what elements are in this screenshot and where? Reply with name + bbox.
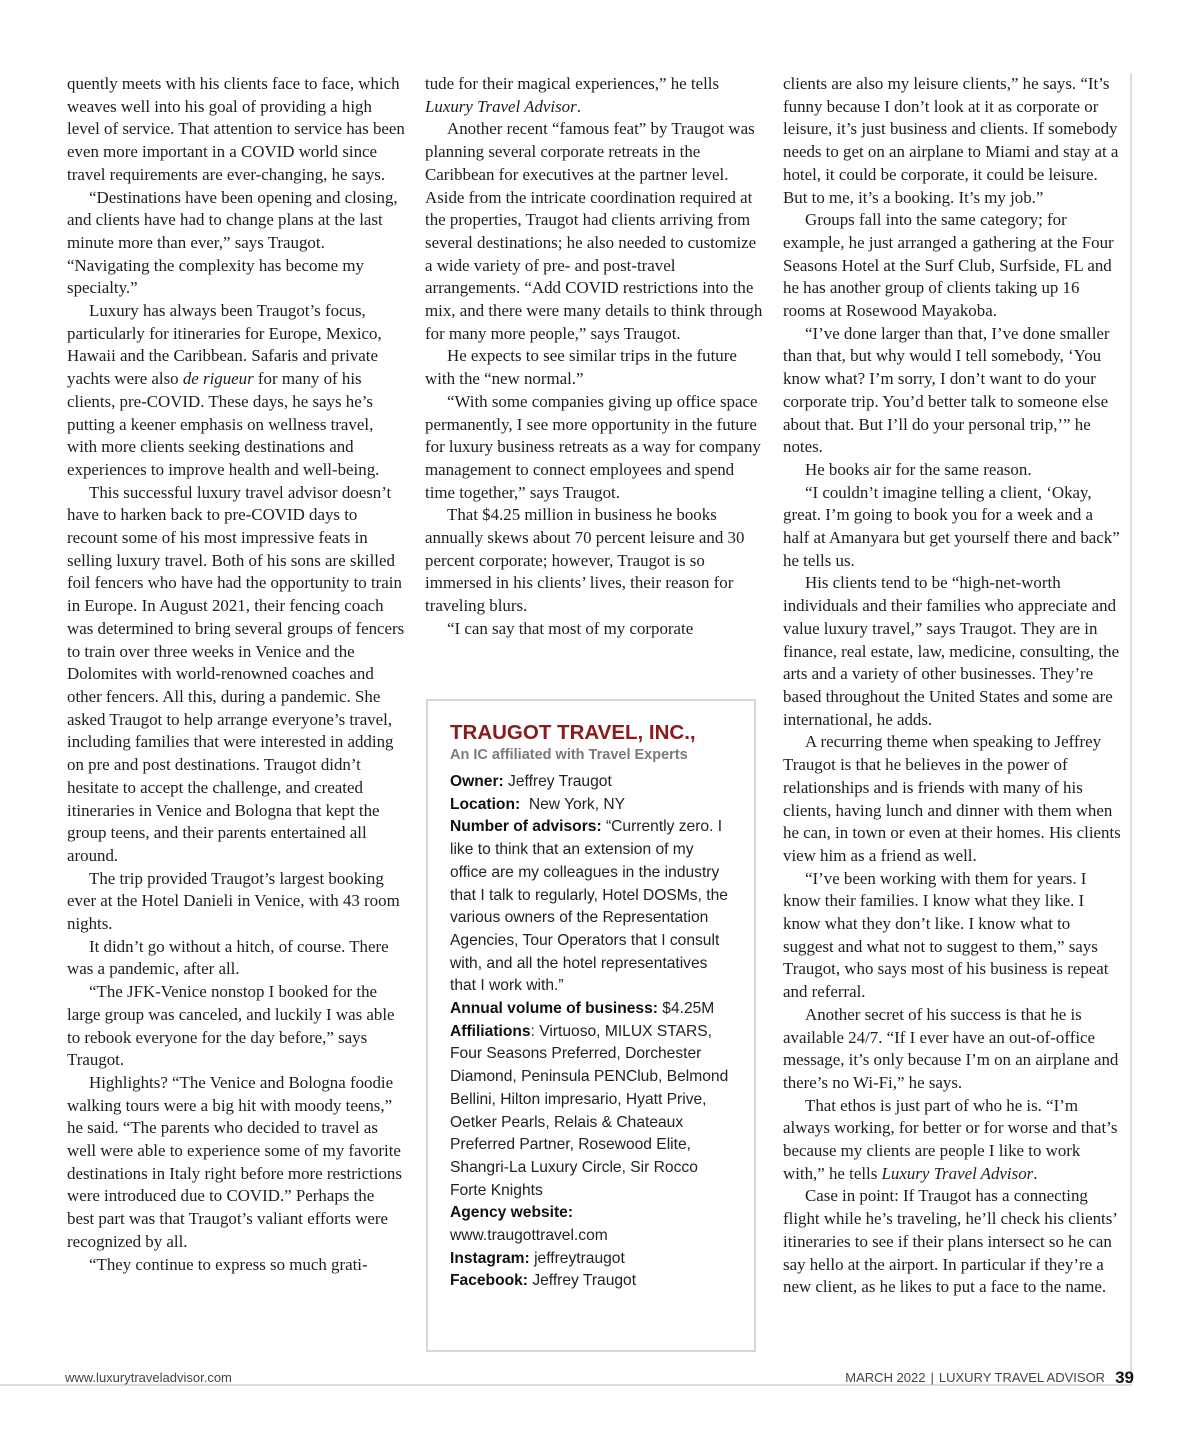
owner-label: Owner: — [450, 773, 504, 790]
paragraph: Highlights? “The Venice and Bologna foodie walking tours were a big hit with moody teens,” he said. “The parents who decided to travel as well were able to experience some of my favorite destinations in Italy right before more restrictions were introduced due to COVID.” Perhaps the best part was that Traugot’s valiant efforts were recognized by all. — [67, 1072, 402, 1251]
paragraph: He books air for the same reason. — [805, 459, 1032, 479]
facebook-label: Facebook: — [450, 1272, 528, 1290]
affiliations-line — [450, 1021, 732, 1203]
location-label: Location: — [450, 795, 521, 813]
paragraph: “I’ve done larger than that, I’ve done smaller than that, but why would I tell somebody, ‘You know what? I’m sorry, I don’t want to do your corporate trip. You’d better talk to someone else about that. But I’ll do your personal trip,’” he notes. — [783, 323, 1110, 457]
volume-line — [450, 998, 732, 1021]
paragraph: “I’ve been working with them for years. I know their families. I know what they like. I know what they don’t like. I know what to suggest and what not to suggest to them,” says Traugot, who says most of his business is repeat and referral. — [783, 868, 1109, 1002]
instagram-line — [450, 1248, 732, 1271]
agency-details — [450, 771, 732, 1293]
paragraph: Another secret of his success is that he is available 24/7. “If I ever have an out-of-office message, it’s only because I’m on an airplane and there’s no Wi-Fi,” he says. — [783, 1004, 1119, 1092]
paragraph: quently meets with his clients face to face, which weaves well into his goal of providing a high level of service. That attention to service has been even more important in a COVID world since travel requirements are ever-changing, he says. — [67, 74, 405, 184]
advisors-line — [450, 816, 732, 998]
paragraph: “I couldn’t imagine telling a client, ‘Okay, great. I’m going to book you for a week and a half at Amanyara but get yourself there and back” he tells us. — [783, 482, 1120, 570]
paragraph: A recurring theme when speaking to Jeffrey Traugot is that he believes in the power of relationships and is friends with many of his clients, having lunch and dinner with them when he can, in town or even at their homes. His clients view him as a friend as well. — [783, 732, 1121, 865]
footer-folio — [845, 1368, 1134, 1388]
paragraph: He expects to see similar trips in the future with the “new normal.” — [425, 346, 737, 389]
paragraph: “They continue to express so much grati- — [89, 1254, 368, 1274]
footer-date: MARCH 2022 — [845, 1370, 926, 1385]
instagram-label: Instagram: — [450, 1249, 530, 1267]
agency-info-box — [426, 699, 756, 1352]
agency-subtitle: An IC affiliated with Travel Experts — [450, 747, 688, 763]
instagram-value: jeffreytraugot — [529, 1249, 625, 1267]
location-value: New York, NY — [520, 795, 626, 813]
page-number: 39 — [1115, 1368, 1134, 1387]
text-run: tude for their magical experiences,” he tells — [425, 74, 720, 93]
location-line — [450, 794, 732, 817]
facebook-line — [450, 1270, 732, 1293]
facebook-value: Jeffrey Traugot — [527, 1272, 637, 1290]
article-column-3 — [783, 73, 1121, 1299]
volume-value: $4.25M — [657, 1000, 715, 1018]
paragraph: clients are also my leisure clients,” he says. “It’s funny because I don’t look at it as corporate or leisure, it’s just business and clients. If somebody needs to get on an airplane to Miami and stay at a hotel, it could be corporate, it could be leisure. But to me, it’s a booking. It’s my job.” — [783, 74, 1119, 207]
vertical-page-rule — [1130, 73, 1132, 1385]
text-run: for many of his clients, pre-COVID. These days, he says he’s putting a keener emphasis on wellness travel, with more clients seeking destinations and experiences to improve health and well-being. — [67, 369, 380, 479]
volume-label: Annual volume of business: — [450, 1000, 658, 1018]
paragraph: Case in point: If Traugot has a connecting flight while he’s traveling, he’ll check his clients’ itineraries to see if their plans intersect so he can say hello at the airport. In particular if they’re a new client, as he likes to put a face to the name. — [783, 1186, 1117, 1297]
paragraph: His clients tend to be “high-net-worth individuals and their families who appreciate and value luxury travel,” says Traugot. They are in finance, real estate, law, medicine, consulting, the arts and a variety of other businesses. They’re based throughout the United States and some are international, he adds. — [783, 573, 1120, 729]
website-label: Agency website: — [450, 1204, 574, 1222]
website-line — [450, 1202, 732, 1225]
footer-url[interactable]: www.luxurytraveladvisor.com — [65, 1370, 232, 1385]
italic-text: de rigueur — [182, 369, 254, 389]
italic-text: Luxury Travel Advisor — [425, 96, 577, 116]
paragraph: This successful luxury travel advisor doesn’t have to harken back to pre-COVID days to recount some of his most impressive feats in selling luxury travel. Both of his sons are skilled foil fencers who have had the opportunity to train in Europe. In August 2021, their fencing coach was determined to bring several groups of fencers to train over three weeks in Venice and the Dolomites with world-renowned coaches and other fencers. All this, during a pandemic. She asked Traugot to help arrange everyone’s travel, including families that were interested in adding on pre and post destinations. Traugot didn’t hesitate to accept the challenge, and created itineraries in Venice and Bologna that kept the group teens, and their parents entertained all around. — [67, 482, 405, 865]
italic-text: Luxury Travel Advisor — [881, 1163, 1034, 1183]
paragraph: “The JFK-Venice nonstop I booked for the large group was canceled, and luckily I was able to rebook everyone for the day before,” says Traugot. — [67, 982, 395, 1070]
page-footer — [0, 1368, 1200, 1388]
agency-title: TRAUGOT TRAVEL, INC., — [450, 721, 696, 744]
advisors-value: “Currently zero. I like to think that an extension of my office are my colleagues in the industry that I talk to regularly, Hotel DOSMs, the various owners of the Representation Agencies, Tour Operators that I consult with, and all the hotel representatives that I work with.” — [450, 818, 728, 995]
article-column-2 — [425, 73, 763, 641]
website-value[interactable]: www.traugottravel.com — [450, 1227, 608, 1245]
text-run: Luxury has always been Traugot’s focus, particularly for itineraries for Europe, Mexico, Hawaii and the Caribbean. Safaris and private yachts were also — [67, 301, 382, 389]
paragraph: Another recent “famous feat” by Traugot was planning several corporate retreats in the Caribbean for executives at the partner level. Aside from the intricate coordination required at the properties, Traugot had clients arriving from several destinations; he also needed to customize a wide variety of pre- and post-travel arrangements. “Add COVID restrictions into the mix, and there were many details to think through for many more people,” says Traugot. — [425, 119, 763, 343]
paragraph — [67, 300, 405, 482]
paragraph: Groups fall into the same category; for example, he just arranged a gathering at the Four Seasons Hotel at the Surf Club, Surfside, FL and he has another group of clients taking up 16 rooms at Rosewood Mayakoba. — [783, 210, 1114, 321]
advisors-label: Number of advisors: — [450, 818, 602, 836]
paragraph: “I can say that most of my corporate — [447, 618, 694, 638]
text-run: That ethos is just part of who he is. “I’m always working, for better or for worse and that’s because my clients are people I like to work with,” he tells — [783, 1095, 1118, 1183]
paragraph — [425, 73, 763, 118]
affiliations-value: : Virtuoso, MILUX STARS, Four Seasons Preferred, Dorchester Diamond, Peninsula PENClub, Belmond Bellini, Hilton impresario, Hyatt Prive, Oetker Pearls, Relais & Chateaux Preferred Partner, Rosewood Elite, Shangri-La Luxury Circle, Sir Rocco Forte Knights — [450, 1022, 729, 1199]
footer-publication: LUXURY TRAVEL ADVISOR — [938, 1370, 1106, 1385]
paragraph: That $4.25 million in business he books annually skews about 70 percent leisure and 30 percent corporate; however, Traugot is so immersed in his clients’ lives, their reason for traveling blurs. — [425, 505, 745, 616]
text-run: . — [576, 96, 581, 116]
paragraph: “With some companies giving up office space permanently, I see more opportunity in the future for luxury business retreats as a way for company management to connect employees and spend time together,” says Traugot. — [425, 391, 761, 502]
text-run: . — [1033, 1163, 1038, 1183]
footer-separator: | — [930, 1370, 934, 1385]
owner-line — [450, 771, 732, 794]
paragraph — [783, 1095, 1121, 1186]
affiliations-label: Affiliations — [450, 1022, 531, 1040]
article-column-1 — [67, 73, 405, 1276]
owner-value: Jeffrey Traugot — [503, 773, 612, 790]
paragraph: It didn’t go without a hitch, of course. There was a pandemic, after all. — [67, 936, 389, 979]
paragraph: The trip provided Traugot’s largest booking ever at the Hotel Danieli in Venice, with 43 room nights. — [67, 868, 400, 934]
paragraph: “Destinations have been opening and closing, and clients have had to change plans at the last minute more than ever,” says Traugot. “Navigating the complexity has become my specialty.” — [67, 187, 398, 298]
